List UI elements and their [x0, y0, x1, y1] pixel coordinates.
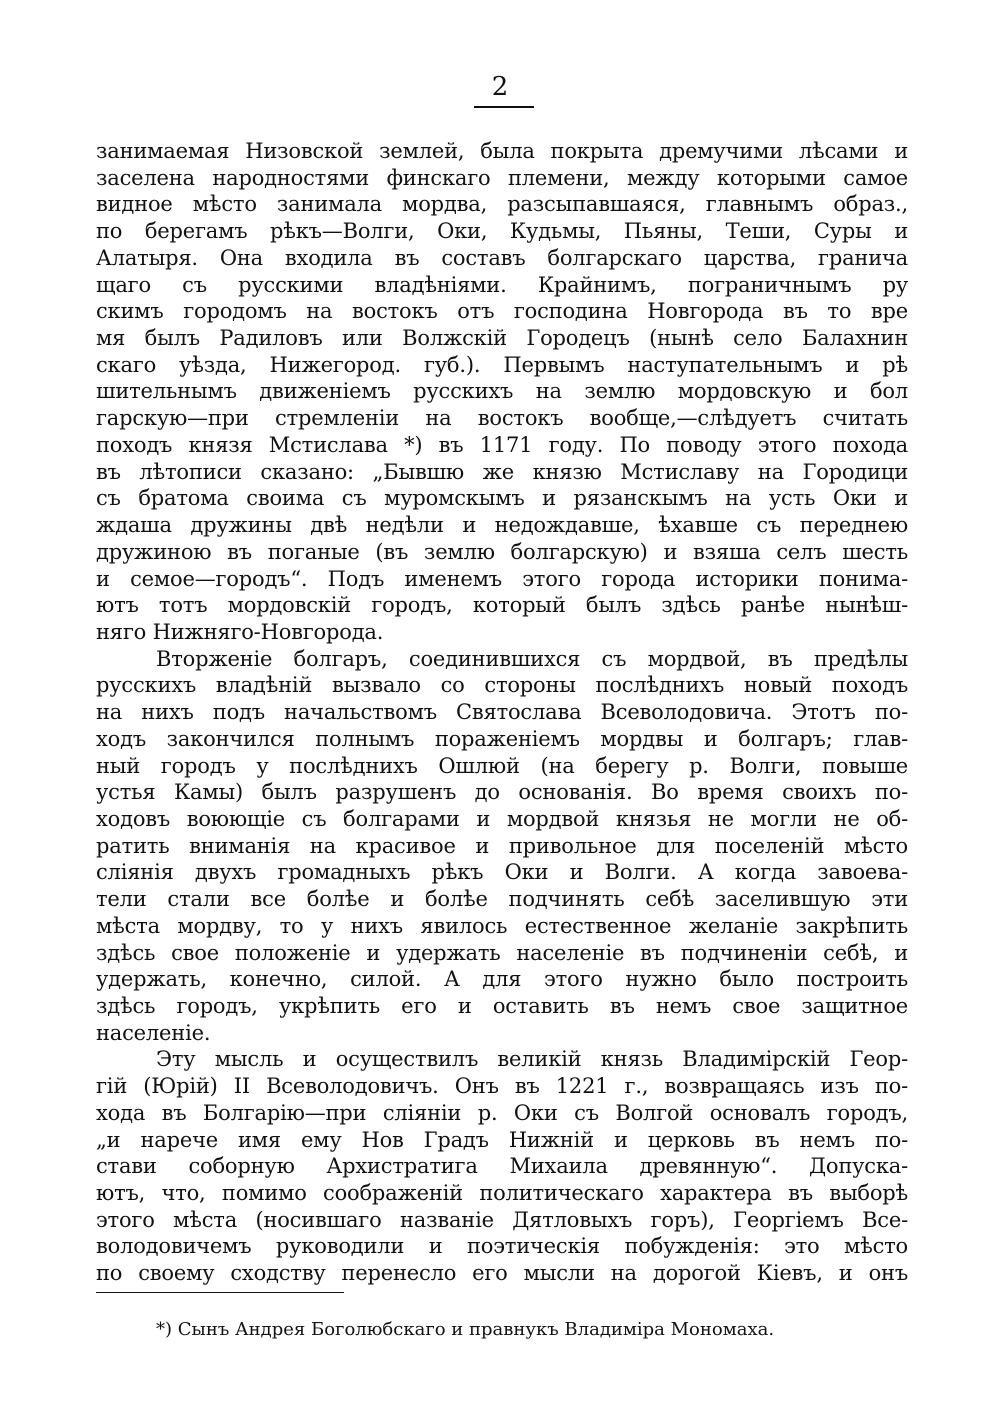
text-line: мя былъ Радиловъ или Волжскій Городецъ (нынѣ село Балахнин [96, 326, 908, 351]
text-line: этого мѣста (носившаго названіе Дятловыхъ горъ), Георгіемъ Все- [96, 1207, 908, 1232]
text-line: Алатыря. Она входила въ составъ болгарскаго царства, гранича [96, 245, 908, 270]
text-line: володовичемъ руководили и поэтическія побужденія: это мѣсто [96, 1234, 908, 1259]
page-number: 2 [491, 72, 509, 102]
text-line: скимъ городомъ на востокъ отъ господина Новгорода въ то вре [96, 299, 908, 324]
text-line: по своему сходству перенесло его мысли на дорогой Кіевъ, и онъ [96, 1261, 908, 1286]
text-line: удержать, конечно, силой. А для этого нужно было построить [96, 967, 908, 992]
footnote: *) Сынъ Андрея Боголюбскаго и правнукъ Владиміра Мономаха. [156, 1319, 775, 1340]
text-line: „и нарече имя ему Нов Градъ Нижній и церковь въ немъ по- [96, 1127, 908, 1152]
text-line: сліянія двухъ громадныхъ рѣкъ Оки и Волги. А когда завоева- [96, 860, 908, 885]
text-line: хода въ Болгарію—при сліяніи р. Оки съ Волгой основалъ городъ, [96, 1100, 908, 1125]
text-line: ютъ, что, помимо соображеній политическаго характера въ выборѣ [96, 1181, 908, 1206]
text-line: Вторженіе болгаръ, соединившихся съ мордвой, въ предѣлы [156, 646, 908, 671]
text-line: скаго уѣзда, Нижегород. губ.). Первымъ наступательнымъ и рѣ [96, 352, 908, 377]
text-line: Эту мысль и осуществилъ великій князь Владимірскій Геор- [156, 1047, 908, 1072]
page-number-rule [474, 106, 534, 108]
text-line: съ братома своима съ муромскымъ и рязанскымъ на усть Оки и [96, 486, 908, 511]
text-line: ный городъ у послѣднихъ Ошлюй (на берегу р. Волги, повыше [96, 753, 908, 778]
text-line: видное мѣсто занимала мордва, разсыпавшаяся, главнымъ образ., [96, 192, 908, 217]
text-line: русскихъ владѣній вызвало со стороны послѣднихъ новый походъ [96, 673, 908, 698]
text-line: гій (Юрій) II Всеволодовичъ. Онъ въ 1221 г., возвращаясь изъ по- [96, 1074, 908, 1099]
text-line: здѣсь городъ, укрѣпить его и оставить въ немъ свое защитное [96, 994, 908, 1018]
text-line: ходъ закончился полнымъ пораженіемъ мордвы и болгаръ; глав- [96, 726, 908, 751]
text-line: и семое—городъ“. Подъ именемъ этого города историки понима- [96, 566, 908, 591]
text-line: шительнымъ движеніемъ русскихъ на землю мордовскую и бол [96, 379, 908, 404]
text-line: тели стали все болѣе и болѣе подчинять себѣ заселившую эти [96, 887, 908, 912]
text-line: по берегамъ рѣкъ—Волги, Оки, Кудьмы, Пьяны, Теши, Суры и [96, 219, 908, 244]
text-line: стави соборную Архистратига Михаила древянную“. Допуска- [96, 1154, 908, 1179]
text-line: населеніе. [96, 1020, 211, 1045]
text-line: здѣсь свое положеніе и удержать населеніе въ подчиненіи себѣ, и [96, 940, 908, 965]
text-line: устья Камы) былъ разрушенъ до основанія. Во время своихъ по- [96, 780, 908, 805]
body-text [96, 138, 908, 1287]
text-line: мѣста мордву, то у нихъ явилось естественное желаніе закрѣпить [96, 913, 908, 938]
text-line: гарскую—при стремленіи на востокъ вообще,—слѣдуетъ считать [96, 406, 908, 431]
text-line: въ лѣтописи сказано: „Бывшю же князю Мстиславу на Городици [96, 459, 908, 484]
text-line: щаго съ русскими владѣніями. Крайнимъ, пограничнымъ ру [96, 272, 908, 297]
text-line: дружиною въ поганые (въ землю болгарскую) и взяша селъ шесть [96, 539, 908, 564]
text-line: занимаемая Низовской землей, была покрыта дремучими лѣсами и [96, 139, 908, 163]
text-line: походъ князя Мстислава *) въ 1171 году. По поводу этого похода [96, 432, 908, 457]
text-line: ждаша дружины двѣ недѣли и недождавше, ѣхавше съ переднею [96, 513, 908, 538]
text-line: заселена народностями финскаго племени, между которыми самое [96, 165, 908, 190]
text-line: на нихъ подъ начальствомъ Святослава Всеволодовича. Этотъ по- [96, 700, 908, 725]
text-line: ютъ тотъ мордовскій городъ, который былъ здѣсь ранѣе нынѣш- [96, 593, 908, 618]
footnote-rule [96, 1292, 344, 1293]
text-line: ходовъ воюющіе съ болгарами и мордвой князья не могли не об- [96, 806, 908, 831]
text-line: ратить вниманія на красивое и привольное для поселеній мѣсто [96, 833, 908, 858]
text-line: няго Нижняго-Новгорода. [96, 619, 384, 644]
